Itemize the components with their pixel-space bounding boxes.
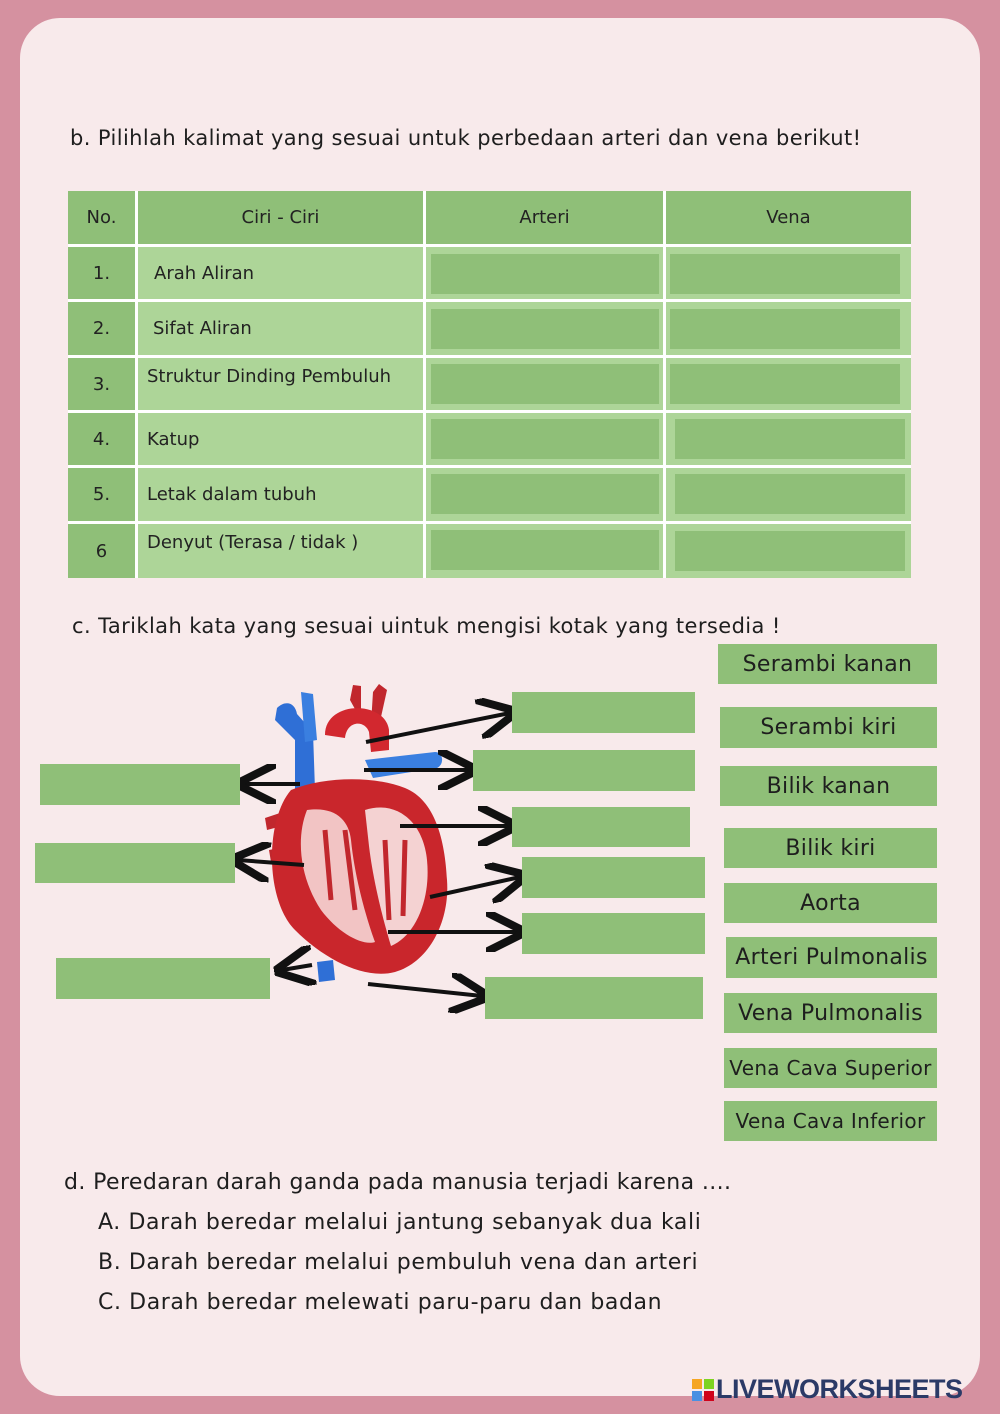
row-number: 6 <box>68 524 135 578</box>
row-number: 4. <box>68 413 135 465</box>
row-number: 5. <box>68 468 135 521</box>
header-arteri: Arteri <box>426 191 663 244</box>
diagram-drop-box[interactable] <box>522 913 705 954</box>
liveworksheets-badge-icon <box>692 1379 714 1401</box>
diagram-drop-box[interactable] <box>485 977 703 1019</box>
word-vena-cava-superior[interactable]: Vena Cava Superior <box>724 1048 937 1088</box>
diagram-drop-box[interactable] <box>512 692 695 733</box>
word-bilik-kanan[interactable]: Bilik kanan <box>720 766 937 806</box>
option-c[interactable]: C. Darah beredar melewati paru-paru dan badan <box>98 1290 663 1315</box>
word-vena-pulmonalis[interactable]: Vena Pulmonalis <box>724 993 937 1033</box>
word-aorta[interactable]: Aorta <box>724 883 937 923</box>
header-ciri: Ciri - Ciri <box>138 191 423 244</box>
row-ciri: Letak dalam tubuh <box>138 468 423 521</box>
option-b[interactable]: B. Darah beredar melalui pembuluh vena dan arteri <box>98 1250 699 1275</box>
row-ciri: Katup <box>138 413 423 465</box>
question-d-title: d. Peredaran darah ganda pada manusia terjadi karena .... <box>64 1170 732 1195</box>
row-ciri: Denyut (Terasa / tidak ) <box>138 524 423 578</box>
header-no: No. <box>68 191 135 244</box>
option-a[interactable]: A. Darah beredar melalui jantung sebanyak dua kali <box>98 1210 702 1235</box>
word-serambi-kanan[interactable]: Serambi kanan <box>718 644 937 684</box>
row-ciri: Arah Aliran <box>138 247 423 299</box>
diagram-drop-box[interactable] <box>473 750 695 791</box>
diagram-drop-box[interactable] <box>56 958 270 999</box>
row-number: 2. <box>68 302 135 355</box>
row-ciri: Sifat Aliran <box>138 302 423 355</box>
row-ciri: Struktur Dinding Pembuluh <box>138 358 423 410</box>
word-bilik-kiri[interactable]: Bilik kiri <box>724 828 937 868</box>
diagram-drop-box[interactable] <box>40 764 240 805</box>
diagram-drop-box[interactable] <box>512 807 690 847</box>
question-c-title: c. Tariklah kata yang sesuai uintuk mengisi kotak yang tersedia ! <box>72 614 781 638</box>
row-number: 1. <box>68 247 135 299</box>
liveworksheets-logo <box>692 1374 963 1405</box>
word-vena-cava-inferior[interactable]: Vena Cava Inferior <box>724 1101 937 1141</box>
question-b-title: b. Pilihlah kalimat yang sesuai untuk perbedaan arteri dan vena berikut! <box>70 126 862 150</box>
row-number: 3. <box>68 358 135 410</box>
word-arteri-pulmonalis[interactable]: Arteri Pulmonalis <box>726 937 937 978</box>
diagram-drop-box[interactable] <box>35 843 235 883</box>
diagram-drop-box[interactable] <box>522 857 705 898</box>
word-serambi-kiri[interactable]: Serambi kiri <box>720 707 937 748</box>
brand-name: LIVEWORKSHEETS <box>716 1374 963 1404</box>
header-vena: Vena <box>666 191 911 244</box>
